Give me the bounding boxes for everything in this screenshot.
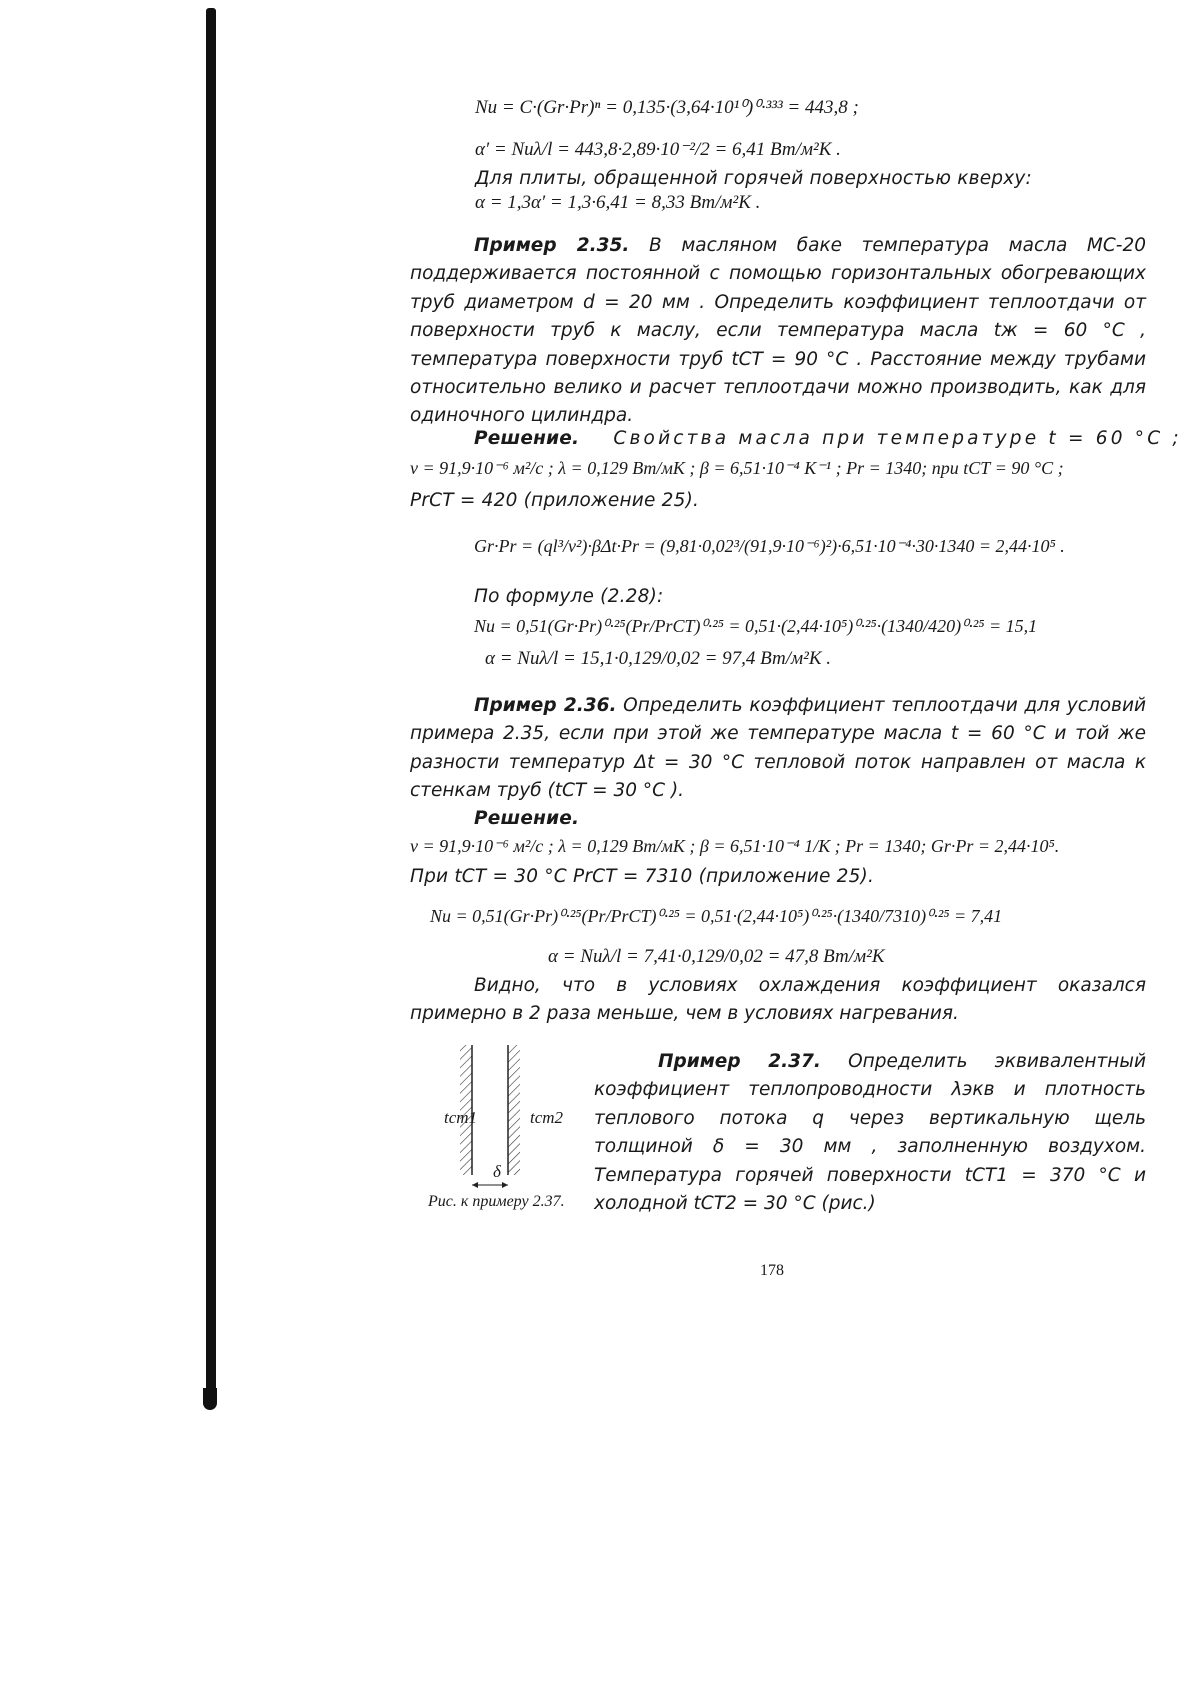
page-number: 178	[760, 1262, 784, 1279]
page-binding-edge	[206, 8, 216, 1408]
example-2-35-solution-title: Решение.	[474, 428, 580, 449]
figure-label-t-wall-2: tст2	[530, 1108, 564, 1127]
figure-label-delta: δ	[493, 1162, 501, 1181]
example-2-36-nu-formula: Nu = 0,51(Gr·Pr)⁰·²⁵(Pr/PrСТ)⁰·²⁵ = 0,51·(2,44·10⁵)⁰·²⁵·(1340/7310)⁰·²⁵ = 7,41	[430, 906, 1003, 926]
formula-alpha-plate: α = 1,3α′ = 1,3·6,41 = 8,33 Вт/м²К .	[475, 192, 761, 213]
plate-note: Для плиты, обращенной горячей поверхностью кверху:	[475, 168, 1032, 189]
example-2-35-nu-formula: Nu = 0,51(Gr·Pr)⁰·²⁵(Pr/PrСТ)⁰·²⁵ = 0,51·(2,44·10⁵)⁰·²⁵·(1340/420)⁰·²⁵ = 15,1	[474, 616, 1038, 636]
example-2-36-text: Определить коэффициент теплоотдачи для условий примера 2.35, если при этой же температуре масла t = 60 °C и той же разности температур Δt = 30 °C тепловой поток направлен от масла к стенкам труб (tСТ = 30 °C ).	[410, 695, 1146, 802]
formula-alpha-prime: α′ = Nuλ/l = 443,8·2,89·10⁻²/2 = 6,41 Вт/м²К .	[475, 139, 841, 160]
figure-caption: Рис. к примеру 2.37.	[428, 1193, 565, 1210]
example-2-35-properties: ν = 91,9·10⁻⁶ м²/с ; λ = 0,129 Вт/мК ; β = 6,51·10⁻⁴ К⁻¹ ; Pr = 1340; при tСТ = 90 °C ;	[410, 458, 1064, 478]
example-2-36-conclusion: Видно, что в условиях охлаждения коэффициент оказался примерно в 2 раза меньше, чем в условиях нагревания.	[410, 975, 1146, 1025]
example-2-36-statement	[410, 692, 1146, 806]
example-2-37-title: Пример 2.37.	[658, 1051, 821, 1072]
example-2-35-statement	[410, 232, 1146, 431]
example-2-36-title: Пример 2.36.	[474, 695, 617, 716]
example-2-35-title: Пример 2.35.	[474, 235, 630, 256]
figure-label-t-wall-1: tст1	[444, 1108, 478, 1127]
example-2-36-alpha-result: α = Nuλ/l = 7,41·0,129/0,02 = 47,8 Вт/м²К	[548, 946, 885, 967]
example-2-35-text: В масляном баке температура масла МС-20 поддерживается постоянной с помощью горизонтальных обогревающих труб диаметром d = 20 мм . Определить коэффициент теплоотдачи от поверхности труб к маслу, если температура масла tж = 60 °C , температура поверхности труб tСТ = 90 °C . Расстояние между трубами относительно велико и расчет теплоотдачи можно производить, как для одиночного цилиндра.	[410, 235, 1146, 427]
example-2-35-alpha-result: α = Nuλ/l = 15,1·0,129/0,02 = 97,4 Вт/м²К .	[485, 648, 831, 669]
example-2-35-solution-line1	[474, 428, 1182, 449]
example-2-37-statement	[594, 1048, 1146, 1218]
example-2-36-solution-title: Решение.	[474, 808, 580, 829]
example-2-35-pr-wall: PrСТ = 420 (приложение 25).	[410, 490, 700, 511]
example-2-37-text: Определить эквивалентный коэффициент теплопроводности λэкв и плотность теплового потока q через вертикальную щель толщиной δ = 30 мм , заполненную воздухом. Температура горячей поверхности tСТ1 = 370 °C и холодной tСТ2 = 30 °C (рис.)	[594, 1051, 1146, 1215]
example-2-35-properties-intro: Свойства масла при температуре t = 60 °C ;	[613, 428, 1182, 449]
cold-wall-hatching	[508, 1045, 520, 1175]
example-2-36-properties: ν = 91,9·10⁻⁶ м²/с ; λ = 0,129 Вт/мК ; β = 6,51·10⁻⁴ 1/К ; Pr = 1340; Gr·Pr = 2,44·10⁵.	[410, 836, 1060, 856]
formula-nu-top: Nu = C·(Gr·Pr)ⁿ = 0,135·(3,64·10¹⁰)⁰·³³³ = 443,8 ;	[475, 97, 859, 118]
delta-arrow-left	[472, 1182, 478, 1188]
example-2-35-by-formula: По формуле (2.28):	[474, 586, 664, 607]
example-2-36-pr-wall: При tСТ = 30 °C PrСТ = 7310 (приложение 25).	[410, 866, 875, 887]
page-binding-edge-tail	[203, 1388, 217, 1410]
example-2-35-gr-pr-formula: Gr·Pr = (ql³/ν²)·βΔt·Pr = (9,81·0,02³/(91,9·10⁻⁶)²)·6,51·10⁻⁴·30·1340 = 2,44·10⁵ .	[474, 536, 1065, 556]
delta-arrow-right	[502, 1182, 508, 1188]
